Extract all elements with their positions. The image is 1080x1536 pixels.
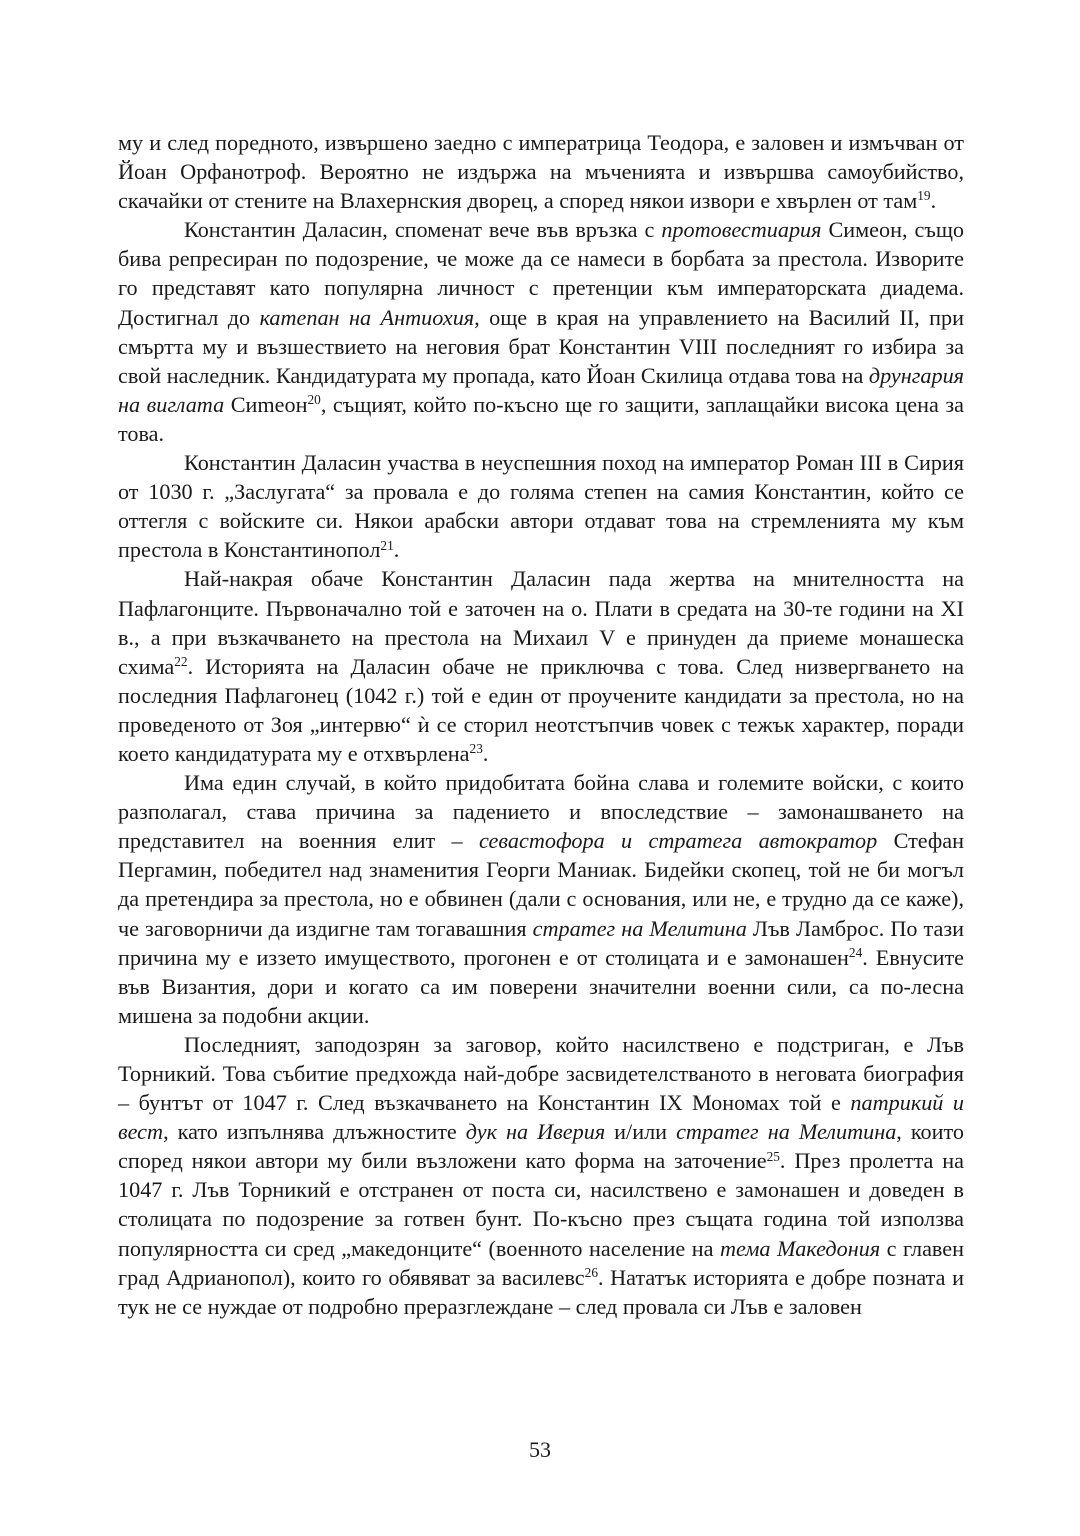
paragraph <box>118 768 964 1030</box>
italic-term: стратег на Мелитина <box>532 915 747 941</box>
text-run: и/или <box>605 1119 677 1145</box>
italic-term: патрикий и вест <box>118 1090 964 1145</box>
footnote-ref: 23 <box>469 741 483 757</box>
paragraph <box>118 128 964 215</box>
italic-term: друнгария на виглата <box>118 362 964 417</box>
italic-term: дук на Иверия <box>465 1119 606 1145</box>
footnote-ref: 19 <box>917 188 931 204</box>
italic-term: севастофора и стратега автократор <box>479 828 878 854</box>
italic-term: стратег на Мелитина <box>676 1119 897 1145</box>
text-run: . <box>393 537 400 563</box>
text-run: му и след поредното, извършено заедно с императрица Теодора, е заловен и измъчван от Йоан Орфанотроф. Вероятно не издържа на мъченията и извършва самоубийство, скачайки от стените на Влахернския дворец, а според някои извори е хвърлен от там <box>118 130 964 214</box>
text-run: . Нататък историята е добре позната и тук не се нуждае от подробно преразглеждане – след провала си Лъв е заловен <box>118 1264 964 1319</box>
text-run: Константин Даласин участва в неуспешния поход на император Роман III в Сирия от 1030 г. „Заслугата“ за провала е до голяма степен на самия Константин, който се оттегля с войските си. Някои арабски автори отдават това на стремленията му към престола в Константинопол <box>118 450 964 563</box>
footnote-ref: 25 <box>766 1148 780 1164</box>
text-run: Има един случай, в който придобитата бойна слава и големите войски, с които разполагал, става причина за падението и впоследствие – замонашването на представител на военния елит – <box>118 770 964 854</box>
text-run: с главен град Адрианопол), които го обявяват за василевс <box>118 1235 964 1290</box>
paragraph <box>118 564 964 768</box>
text-run: Симеон, също бива репресиран по подозрение, че може да се намеси в борбата за престола. Изворите го представят като популярна личност с претенции към императорската диадема. Достигнал до <box>118 217 964 330</box>
text-run: , като изпълнява длъжностите <box>163 1119 466 1145</box>
text-run: , същият, който по-късно ще го защити, заплащайки висока цена за това. <box>118 391 965 446</box>
text-run: Последният, заподозрян за заговор, който насилствено е подстриган, е Лъв Торникий. Това събитие предхожда най-добре засвидетелстваното в неговата биография – бунтът от 1047 г. След възкачването на Константин IX Мономах той е <box>118 1031 964 1116</box>
italic-term: протовестиария <box>661 217 822 243</box>
page-number: 53 <box>529 1437 551 1462</box>
text-run: , които според някои автори му били възложени като форма на заточение <box>118 1119 964 1174</box>
italic-term: тема Македония <box>719 1235 881 1261</box>
italic-term: катепан на Антиохия, <box>259 304 480 330</box>
paragraph <box>118 215 964 448</box>
footnote-ref: 22 <box>174 653 188 669</box>
text-run: Лъв Ламброс. По тази причина му е иззето имуществото, прогонен е от столицата и е замонашен <box>118 915 965 970</box>
text-run: . През пролетта на 1047 г. Лъв Торникий е отстранен от поста си, насилствено е замонашен и доведен в столицата по подозрение за готвен бунт. По-късно през същата година той използва популярността си сред „македонците“ (военното население на <box>118 1148 964 1261</box>
text-run: Стефан Пергамин, победител над знаменития Георги Маниак. Бидейки скопец, той не би могъл да претендира за престола, но е обвинен (дали с основания, или не, е трудно да се каже), че заговорничи да издигне там тогавашния <box>118 828 964 941</box>
paragraph <box>118 1030 964 1321</box>
text-run: Сиmеон <box>224 391 308 417</box>
footnote-ref: 21 <box>380 537 394 553</box>
text-run: . Историята на Даласин обаче не приключва с това. След низвергването на последния Пафлагонец (1042 г.) той е един от проучените кандидати за престола, но на проведеното от Зоя „интервю“ ѝ се сторил неотстъпчив човек с тежък характер, поради което кандидатурата му е отхвърлена <box>118 653 964 766</box>
footnote-ref: 20 <box>307 392 321 408</box>
text-run: още в края на управлението на Василий II, при смъртта му и възшествието на неговия брат Константин VIII последният го избира за свой наследник. Кандидатурата му пропада, като Йоан Скилица отдава това на <box>118 304 964 388</box>
text-run: . <box>482 740 489 766</box>
footnote-ref: 26 <box>584 1264 598 1280</box>
footnote-ref: 24 <box>848 944 863 960</box>
body-text <box>118 128 964 1321</box>
text-run: . <box>930 188 937 214</box>
text-run: Константин Даласин, споменат вече във връзка с <box>184 217 662 243</box>
text-run: . Евнусите във Византия, дори и когато са им поверени значителни военни сили, са по-лесна мишена за подобни акции. <box>118 944 964 1028</box>
paragraph <box>118 448 964 564</box>
text-run: Най-накрая обаче Константин Даласин пада жертва на мнителността на Пафлагонците. Първоначално той е заточен на о. Плати в средата на 30-те години на XI в., а при възкачването на престола на Михаил V е принуден да приеме монашеска схима <box>118 566 964 679</box>
